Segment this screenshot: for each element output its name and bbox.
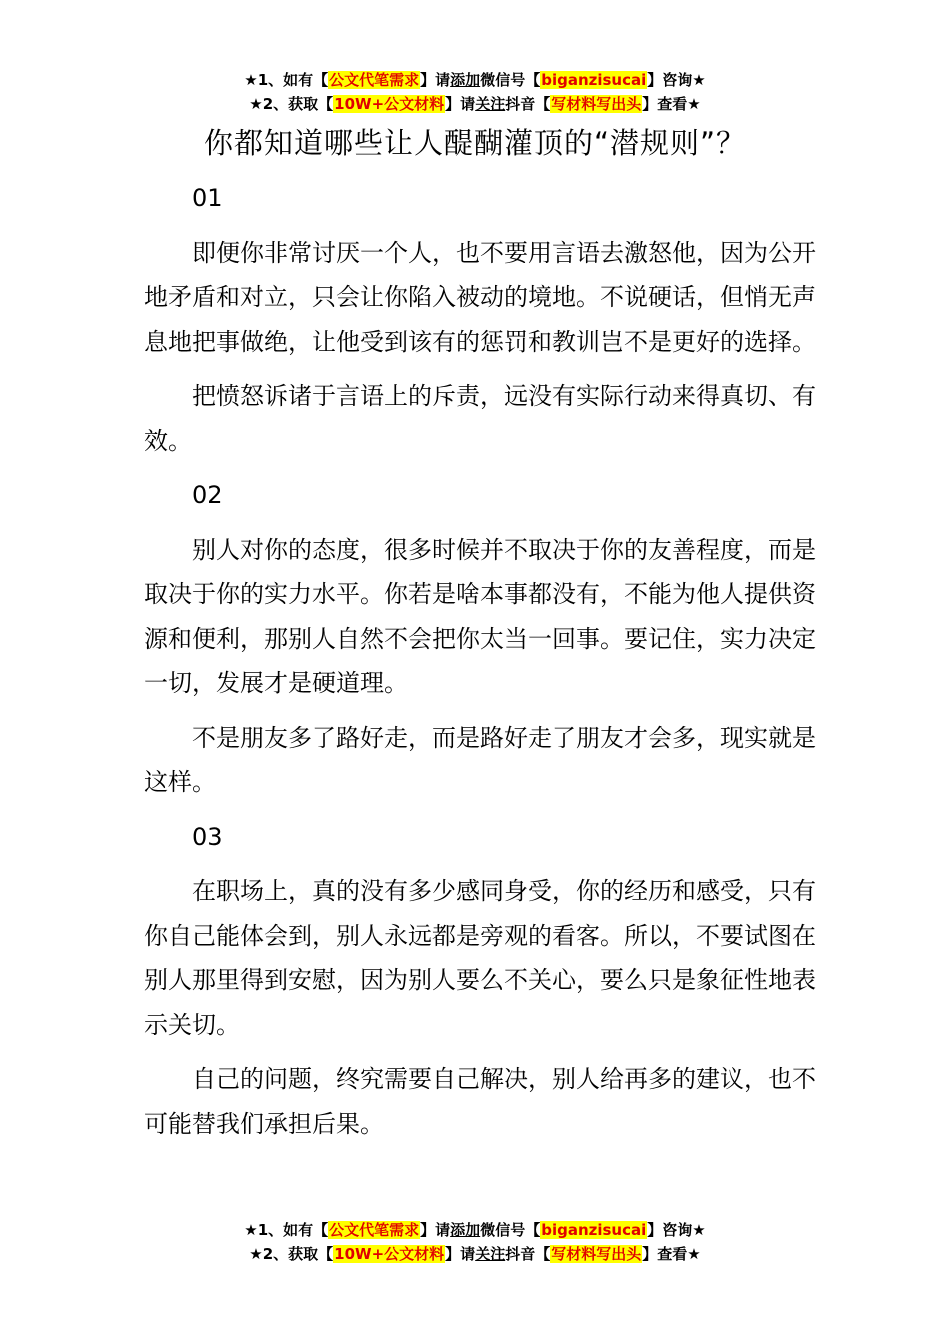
section-number: 02 (192, 481, 223, 509)
highlight-douyin-account: 写材料写出头 (551, 1245, 642, 1263)
paragraph: 即便你非常讨厌一个人，也不要用言语去激怒他，因为公开地矛盾和对立，只会让你陷入被动的境地。不说硬话，但悄无声息地把事做绝，让他受到该有的惩罚和教训岂不是更好的选择。 (144, 238, 816, 356)
promo-text: 2、获取【 (262, 1245, 334, 1263)
paragraph: 不是朋友多了路好走，而是路好走了朋友才会多，现实就是这样。 (144, 723, 816, 796)
highlight-materials: 10W+公文材料 (334, 95, 445, 113)
promo-text: 】咨询 (647, 71, 693, 89)
promo-text: 抖音【 (505, 95, 551, 113)
promo-text: 抖音【 (505, 1245, 551, 1263)
promo-text: 微信号【 (480, 71, 541, 89)
promo-text: 】咨询 (647, 1221, 693, 1239)
promo-text: 】请 (420, 71, 451, 89)
promo-line-2 (0, 92, 950, 116)
promo-text: 微信号【 (480, 1221, 541, 1239)
highlight-service: 公文代笔需求 (329, 71, 420, 89)
star-icon: ★ (244, 1221, 258, 1239)
promo-line-1 (0, 68, 950, 92)
highlight-materials: 10W+公文材料 (334, 1245, 445, 1263)
promo-text: 】请 (445, 1245, 476, 1263)
highlight-service: 公文代笔需求 (329, 1221, 420, 1239)
star-icon: ★ (249, 95, 263, 113)
promo-text: 2、获取【 (262, 95, 334, 113)
promo-line-1 (0, 1218, 950, 1242)
star-icon: ★ (692, 71, 706, 89)
highlight-wechat-id: biganzisucai (541, 71, 647, 89)
paragraph: 在职场上，真的没有多少感同身受，你的经历和感受，只有你自己能体会到，别人永远都是旁观的看客。所以，不要试图在别人那里得到安慰，因为别人要么不关心，要么只是象征性地表示关切。 (144, 877, 816, 1039)
star-icon: ★ (687, 95, 701, 113)
header-promo-banner (0, 68, 950, 116)
highlight-wechat-id: biganzisucai (541, 1221, 647, 1239)
promo-text: 1、如有【 (257, 1221, 329, 1239)
promo-text: 】请 (420, 1221, 451, 1239)
article-title: 你都知道哪些让人醍醐灌顶的“潜规则”？ (203, 126, 747, 160)
promo-line-2 (0, 1242, 950, 1266)
paragraph: 把愤怒诉诸于言语上的斥责，远没有实际行动来得真切、有效。 (144, 382, 816, 455)
star-icon: ★ (687, 1245, 701, 1263)
footer-promo-banner (0, 1218, 950, 1266)
paragraph: 自己的问题，终究需要自己解决，别人给再多的建议，也不可能替我们承担后果。 (144, 1065, 816, 1138)
underlined-text: 关注 (475, 1245, 506, 1263)
section-number: 01 (192, 184, 223, 212)
star-icon: ★ (249, 1245, 263, 1263)
star-icon: ★ (244, 71, 258, 89)
promo-text: 】查看 (642, 1245, 688, 1263)
promo-text: 】查看 (642, 95, 688, 113)
promo-text: 】请 (445, 95, 476, 113)
paragraph: 别人对你的态度，很多时候并不取决于你的友善程度，而是取决于你的实力水平。你若是啥本事都没有，不能为他人提供资源和便利，那别人自然不会把你太当一回事。要记住，实力决定一切，发展才是硬道理。 (144, 535, 816, 697)
underlined-text: 关注 (475, 95, 506, 113)
underlined-text: 添加 (450, 71, 481, 89)
underlined-text: 添加 (450, 1221, 481, 1239)
highlight-douyin-account: 写材料写出头 (551, 95, 642, 113)
section-number: 03 (192, 822, 223, 851)
promo-text: 1、如有【 (257, 71, 329, 89)
star-icon: ★ (692, 1221, 706, 1239)
article-body (144, 176, 832, 1156)
